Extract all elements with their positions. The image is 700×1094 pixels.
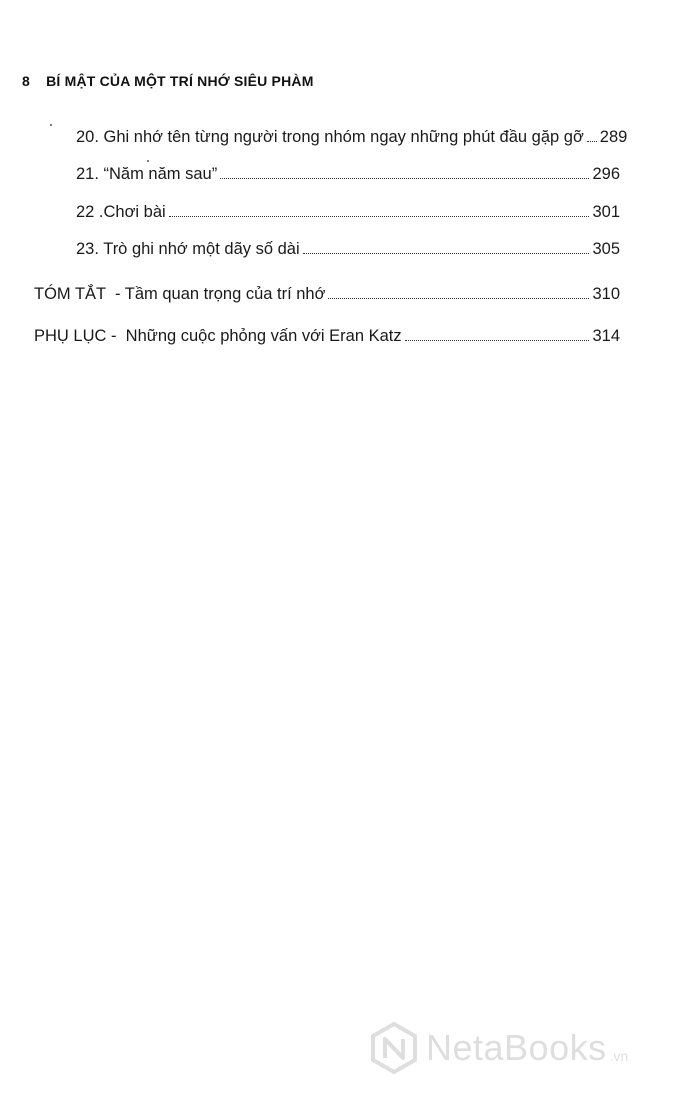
toc-entry-title: PHỤ LỤC - Những cuộc phỏng vấn với Eran Katz [34,327,402,345]
toc-entry-page: 296 [592,165,620,183]
dot-leader [303,253,590,254]
dot-leader [220,178,589,179]
dot-leader [405,340,590,341]
book-title: BÍ MẬT CỦA MỘT TRÍ NHỚ SIÊU PHÀM [46,73,314,89]
toc-entry [76,165,620,184]
toc-entry [76,240,620,259]
watermark-tld: .vn [609,1048,629,1064]
toc-entry-title: 20. Ghi nhớ tên từng người trong nhóm ngay những phút đầu gặp gỡ [76,128,584,146]
toc-entry [76,128,628,147]
dot-leader [587,141,597,142]
toc-entry-page: 305 [592,240,620,258]
toc-entry-page: 289 [599,128,628,146]
watermark [368,1022,628,1074]
toc-entry-page: 310 [592,285,620,303]
toc-entry-title: 22 .Chơi bài [76,203,166,221]
toc-entry [76,203,620,222]
running-header [22,73,314,89]
toc-entry-title: 21. “Năm năm sau” [76,165,218,183]
page-number: 8 [22,73,30,89]
toc-entry-title: TÓM TẮT - Tầm quan trọng của trí nhớ [34,285,326,303]
netabooks-logo-icon [368,1022,420,1074]
dot-leader [328,298,589,299]
print-speck [50,124,52,126]
toc-entry-title: 23. Trò ghi nhớ một dãy số dài [76,240,300,258]
toc-entry [34,327,620,346]
print-speck [147,160,149,162]
dot-leader [169,216,590,217]
toc-entry-page: 314 [592,327,620,345]
watermark-brand: NetaBooks [426,1027,607,1068]
toc-entry [34,285,620,304]
toc-entry-page: 301 [592,203,620,221]
